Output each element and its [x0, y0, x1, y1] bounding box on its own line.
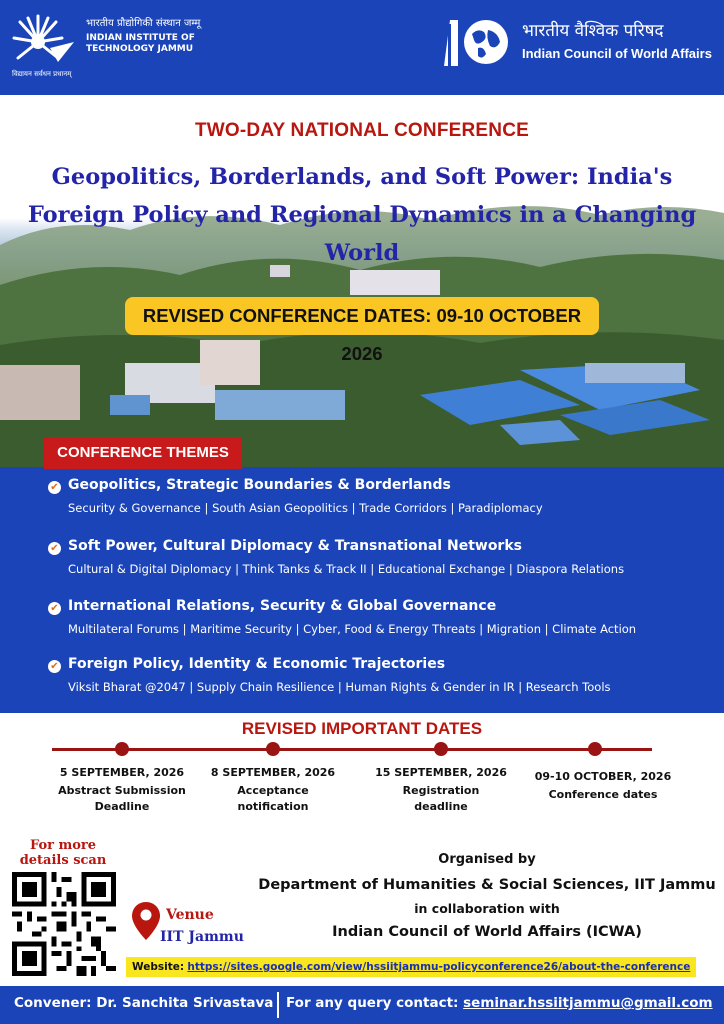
- timeline-line: [52, 748, 652, 751]
- contact-bar: [0, 986, 724, 1024]
- date-value: 5 SEPTEMBER, 2026: [59, 766, 185, 779]
- date-label-line1: Abstract Submission: [58, 784, 186, 797]
- organised-by-label: Organised by: [438, 852, 536, 867]
- theme-subtopics: Security & Governance | South Asian Geopolitics | Trade Corridors | Paradiplomacy: [68, 501, 543, 515]
- scan-prompt: [18, 838, 108, 868]
- date-value: 15 SEPTEMBER, 2026: [375, 766, 507, 779]
- icwa-hindi-name: भारतीय वैश्विक परिषद: [522, 21, 664, 41]
- conference-themes-heading: CONFERENCE THEMES: [44, 437, 242, 469]
- conference-title-line1: Geopolitics, Borderlands, and Soft Power: India's: [51, 164, 673, 190]
- partner-organisation: Indian Council of World Affairs (ICWA): [332, 924, 642, 940]
- date-label-line1: Conference dates: [548, 788, 658, 801]
- website-label: Website:: [132, 961, 185, 973]
- revised-dates-banner: REVISED CONFERENCE DATES: 09-10 OCTOBER 2026: [125, 297, 599, 335]
- check-bullet-icon: ✔: [48, 660, 61, 673]
- date-label-line2: Deadline: [94, 800, 150, 813]
- iit-english-name-line1: INDIAN INSTITUTE OF: [86, 33, 195, 43]
- iit-motto: विद्यायन सर्वधन प्रधानम्: [12, 70, 72, 78]
- convener-name: Convener: Dr. Sanchita Srivastava: [14, 995, 274, 1011]
- date-value: 8 SEPTEMBER, 2026: [210, 766, 336, 779]
- theme-subtopics: Cultural & Digital Diplomacy | Think Tanks & Track II | Educational Exchange | Diaspora Relations: [68, 562, 625, 576]
- iit-jammu-logo-icon: [10, 12, 76, 68]
- website-link[interactable]: https://sites.google.com/view/hssiitjammu-policyconference26/about-the-conference: [187, 961, 691, 973]
- date-label-line2: notification: [237, 800, 309, 813]
- date-label-line1: Registration: [402, 784, 480, 797]
- conference-type-heading: TWO-DAY NATIONAL CONFERENCE: [194, 120, 530, 141]
- important-dates-heading: REVISED IMPORTANT DATES: [241, 719, 483, 738]
- contact-divider: [277, 992, 279, 1018]
- qr-code-icon[interactable]: [12, 872, 116, 976]
- venue-place: IIT Jammu: [160, 929, 244, 945]
- icwa-logo-icon: [440, 16, 510, 68]
- collaboration-label: in collaboration with: [414, 901, 560, 916]
- iit-jammu-name: [86, 18, 200, 55]
- query-contact: [286, 995, 713, 1011]
- iit-english-name-line2: TECHNOLOGY JAMMU: [86, 44, 194, 54]
- query-label: For any query contact:: [286, 995, 459, 1011]
- website-bar: [126, 957, 696, 977]
- conference-title-line2: Foreign Policy and Regional Dynamics in a Changing: [27, 202, 697, 228]
- conference-title-line3: World: [324, 240, 400, 266]
- scan-prompt-line2: details scan: [19, 853, 107, 868]
- timeline-dot: [434, 742, 448, 756]
- organising-department: Department of Humanities & Social Sciences, IIT Jammu: [258, 877, 716, 893]
- venue-label: Venue: [166, 907, 214, 923]
- timeline-dot: [266, 742, 280, 756]
- theme-subtopics: Multilateral Forums | Maritime Security | Cyber, Food & Energy Threats | Migration | Climate Action: [68, 622, 637, 636]
- theme-subtopics: Viksit Bharat @2047 | Supply Chain Resilience | Human Rights & Gender in IR | Research Tools: [68, 680, 611, 694]
- date-label-line2: deadline: [414, 800, 468, 813]
- theme-title: International Relations, Security & Global Governance: [68, 598, 497, 614]
- date-label-line1: Acceptance: [237, 784, 309, 797]
- organiser-block: [250, 852, 724, 940]
- campus-illustration: [0, 95, 724, 467]
- iit-hindi-name: भारतीय प्रौद्योगिकी संस्थान जम्मू: [86, 18, 201, 29]
- icwa-english-name: Indian Council of World Affairs: [522, 46, 712, 61]
- query-email-link[interactable]: seminar.hssiitjammu@gmail.com: [463, 995, 713, 1011]
- date-item: [528, 770, 678, 803]
- campus-photo-hero: [0, 95, 724, 467]
- timeline-dot: [588, 742, 602, 756]
- theme-title: Soft Power, Cultural Diplomacy & Transnational Networks: [68, 538, 522, 554]
- date-item: [366, 766, 516, 815]
- location-pin-icon: [132, 902, 160, 940]
- header-bar: [0, 0, 724, 95]
- theme-title: Foreign Policy, Identity & Economic Trajectories: [68, 656, 446, 672]
- scan-prompt-line1: For more: [29, 838, 97, 853]
- check-bullet-icon: ✔: [48, 602, 61, 615]
- date-item: [198, 766, 348, 815]
- check-bullet-icon: ✔: [48, 481, 61, 494]
- theme-title: Geopolitics, Strategic Boundaries & Borderlands: [68, 477, 451, 493]
- date-item: [47, 766, 197, 815]
- conference-title: [20, 158, 704, 272]
- date-value: 09-10 OCTOBER, 2026: [534, 770, 672, 783]
- check-bullet-icon: ✔: [48, 542, 61, 555]
- timeline-dot: [115, 742, 129, 756]
